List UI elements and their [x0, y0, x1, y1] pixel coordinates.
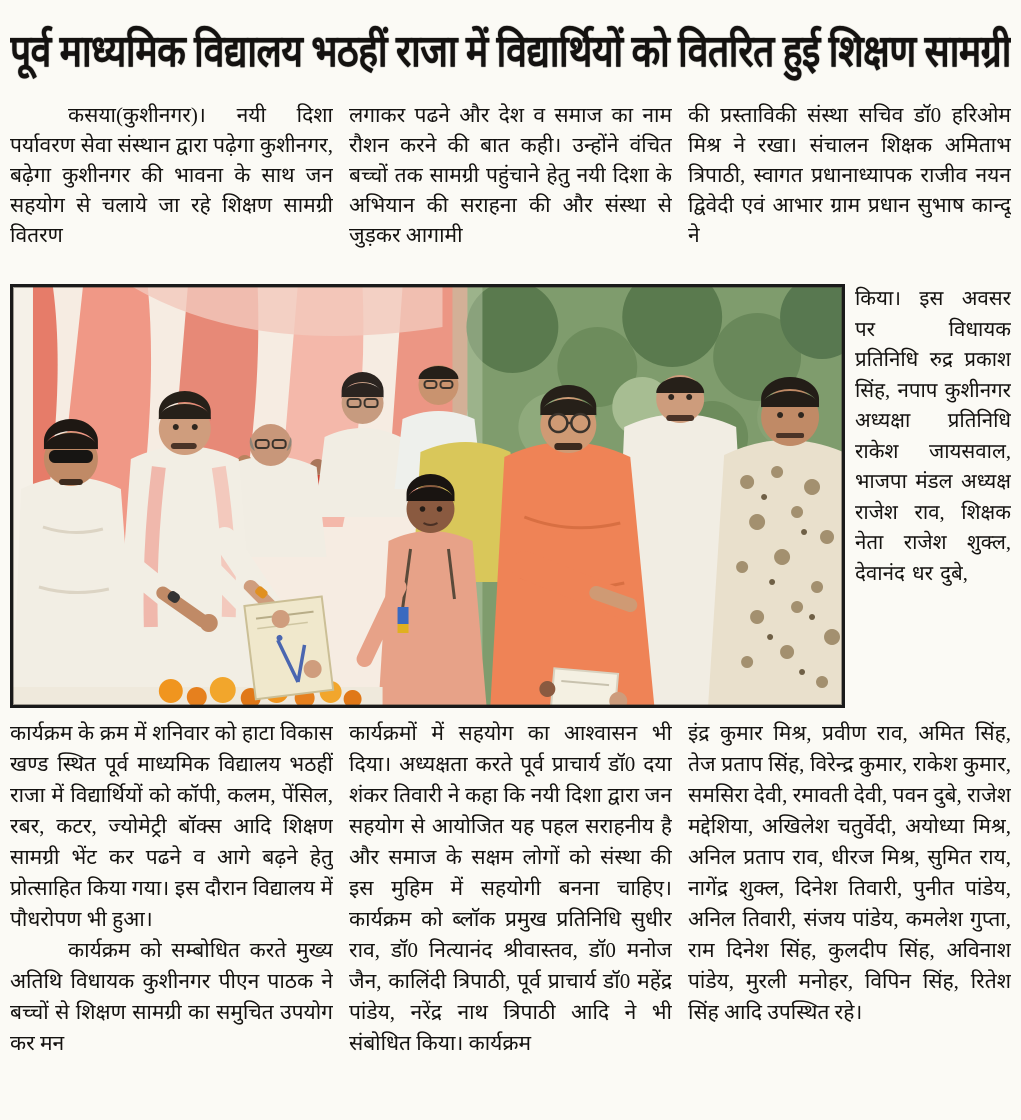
headline-row: [10, 6, 1011, 98]
bottom-column-1: [10, 718, 333, 1100]
article-paragraph: कार्यक्रम को सम्बोधित करते मुख्य अतिथि विधायक कुशीनगर पीएन पाठक ने बच्चों से शिक्षण सामग्री का समुचित उपयोग कर मन: [10, 938, 333, 1055]
photo-row: [10, 284, 1011, 708]
top-column-1: [10, 100, 333, 276]
photo-side-column: [855, 284, 1011, 708]
top-columns: [10, 100, 1011, 276]
headline: पूर्व माध्यमिक विद्यालय भठहीं राजा में विद्यार्थियों को वितरित हुई शिक्षण सामग्री: [10, 26, 1011, 76]
article-paragraph: किया। इस अवसर पर विधायक प्रतिनिधि रुद्र प्रकाश सिंह, नपाप कुशीनगर अध्यक्षा प्रतिनिधि राकेश जायसवाल, भाजपा मंडल अध्यक्ष राजेश राव, शिक्षक नेता राजेश शुक्ल, देवानंद धर दुबे,: [855, 288, 1011, 585]
bottom-column-2: [349, 718, 672, 1100]
top-column-3: [688, 100, 1011, 276]
article-paragraph: इंद्र कुमार मिश्र, प्रवीण राव, अमित सिंह, तेज प्रताप सिंह, विरेन्द्र कुमार, राकेश कुमार, समसिरा देवी, रमावती देवी, पवन दुबे, राजेश मद्देशिया, अखिलेश चतुर्वेदी, अयोध्या मिश्र, अनिल प्रताप राव, धीरज मिश्र, सुमित राय, नागेंद्र शुक्ल, दिनेश तिवारी, पुनीत पांडेय, अनिल तिवारी, संजय पांडेय, कमलेश गुप्ता, राम दिनेश सिंह, कुलदीप सिंह, अविनाश पांडेय, मुरली मनोहर, विपिन सिंह, रितेश सिंह आदि उपस्थित रहे।: [688, 721, 1011, 1024]
article-paragraph: कार्यक्रम के क्रम में शनिवार को हाटा विकास खण्ड स्थित पूर्व माध्यमिक विद्यालय भठहीं राजा में विद्यार्थियों को कॉपी, कलम, पेंसिल, रबर, कटर, ज्योमेट्री बॉक्स आदि शिक्षण सामग्री भेंट कर पढने व आगे बढ़ने हेतु प्रोत्साहित किया गया। इस दौरान विद्यालय में पौधरोपण भी हुआ।: [10, 721, 333, 931]
top-column-2: [349, 100, 672, 276]
article-paragraph: लगाकर पढने और देश व समाज का नाम रौशन करने की बात कही। उन्होंने वंचित बच्चों तक सामग्री पहुंचाने हेतु नयी दिशा के अभियान की सराहना की और संस्था से जुड़कर आगामी: [349, 103, 672, 247]
bottom-columns: [10, 718, 1011, 1100]
bottom-column-3: [688, 718, 1011, 1100]
article-paragraph: कसया(कुशीनगर)। नयी दिशा पर्यावरण सेवा संस्थान द्वारा पढ़ेगा कुशीनगर, बढ़ेगा कुशीनगर की भावना के साथ जन सहयोग से चलाये जा रहे शिक्षण सामग्री वितरण: [10, 103, 333, 247]
event-photograph: [10, 284, 845, 708]
article-paragraph: कार्यक्रमों में सहयोग का आश्वासन भी दिया। अध्यक्षता करते पूर्व प्राचार्य डॉ0 दया शंकर तिवारी ने कहा कि नयी दिशा द्वारा जन सहयोग से आयोजित यह पहल सराहनीय है और समाज के सक्षम लोगों को संस्था की इस मुहिम में सहयोगी बनना चाहिए। कार्यक्रम को ब्लॉक प्रमुख प्रतिनिधि सुधीर राव, डॉ0 नित्यानंद श्रीवास्तव, डॉ0 मनोज जैन, कालिंदी त्रिपाठी, पूर्व प्राचार्य डॉ0 महेंद्र पांडेय, नरेंद्र नाथ त्रिपाठी आदि ने भी संबोधित किया। कार्यक्रम: [349, 721, 672, 1055]
article-paragraph: की प्रस्ताविकी संस्था सचिव डॉ0 हरिओम मिश्र ने रखा। संचालन शिक्षक अमिताभ त्रिपाठी, स्वागत प्रधानाध्यापक राजीव नयन द्विवेदी एवं आभार ग्राम प्रधान सुभाष कान्दू ने: [688, 103, 1011, 247]
event-photo-illustration: [13, 287, 842, 705]
